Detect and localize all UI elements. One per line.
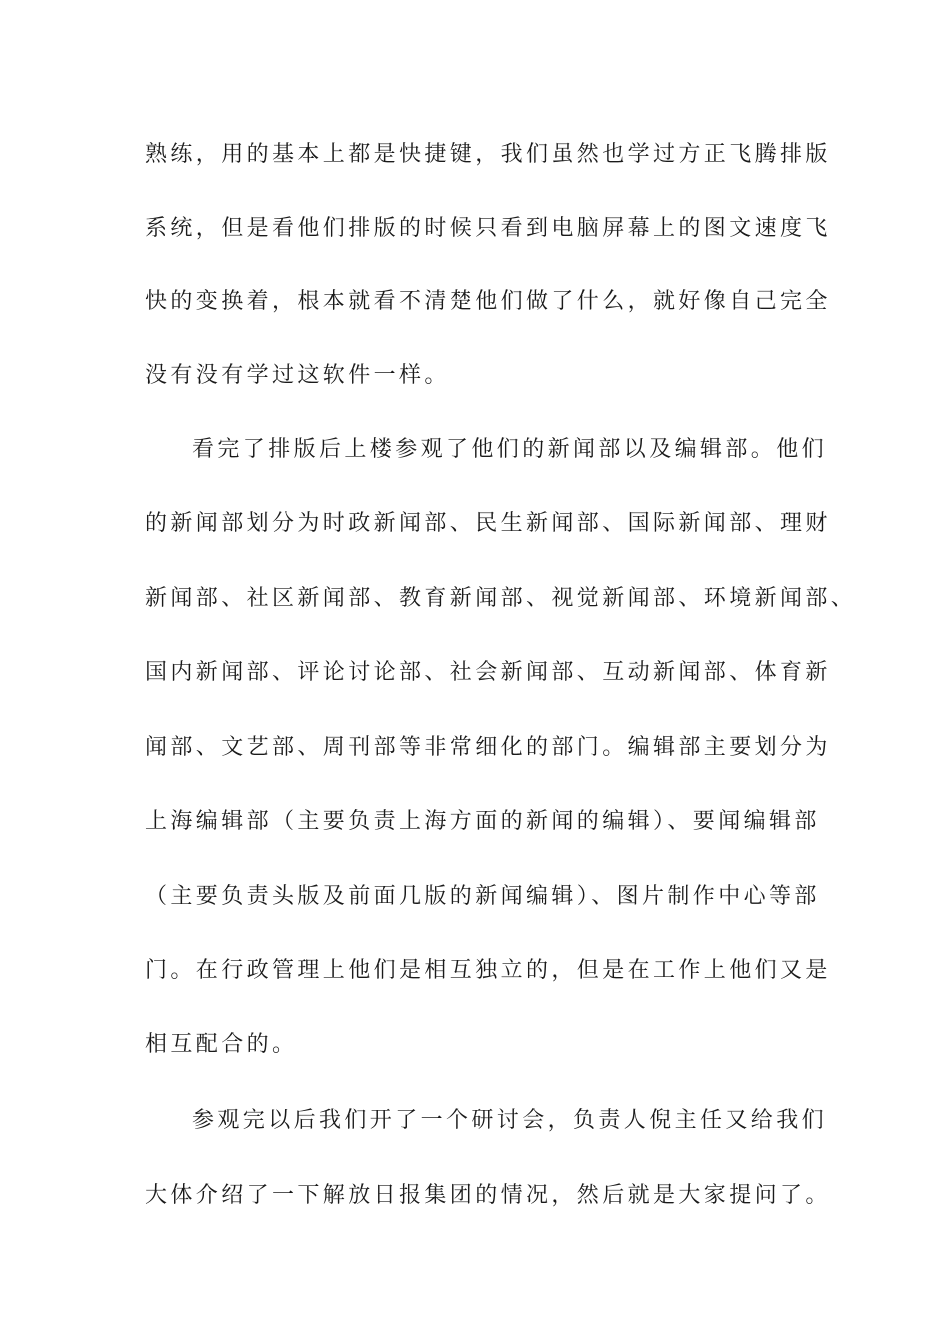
text-line: （主要负责头版及前面几版的新闻编辑）、图片制作中心等部 <box>145 884 820 909</box>
text-line: 门。在行政管理上他们是相互独立的，但是在工作上他们又是 <box>145 958 831 983</box>
text-line: 快的变换着，根本就看不清楚他们做了什么，就好像自己完全 <box>145 289 831 314</box>
text-line: 大体介绍了一下解放日报集团的情况，然后就是大家提问了。 <box>145 1183 831 1208</box>
text-line: 国内新闻部、评论讨论部、社会新闻部、互动新闻部、体育新 <box>145 660 831 685</box>
text-line: 的新闻部划分为时政新闻部、民生新闻部、国际新闻部、理财 <box>145 511 831 536</box>
text-line: 系统，但是看他们排版的时候只看到电脑屏幕上的图文速度飞 <box>145 216 831 241</box>
text-line: 相互配合的。 <box>145 1032 298 1057</box>
paragraph-start-line: 参观完以后我们开了一个研讨会，负责人倪主任又给我们 <box>192 1108 828 1133</box>
text-line: 新闻部、社区新闻部、教育新闻部、视觉新闻部、环境新闻部、 <box>145 586 857 611</box>
text-line: 上海编辑部（主要负责上海方面的新闻的编辑）、要闻编辑部 <box>145 809 820 834</box>
text-line: 没有没有学过这软件一样。 <box>145 363 450 388</box>
text-line: 熟练，用的基本上都是快捷键，我们虽然也学过方正飞腾排版 <box>145 142 831 167</box>
text-line: 闻部、文艺部、周刊部等非常细化的部门。编辑部主要划分为 <box>145 735 831 760</box>
paragraph-start-line: 看完了排版后上楼参观了他们的新闻部以及编辑部。他们 <box>192 437 828 462</box>
